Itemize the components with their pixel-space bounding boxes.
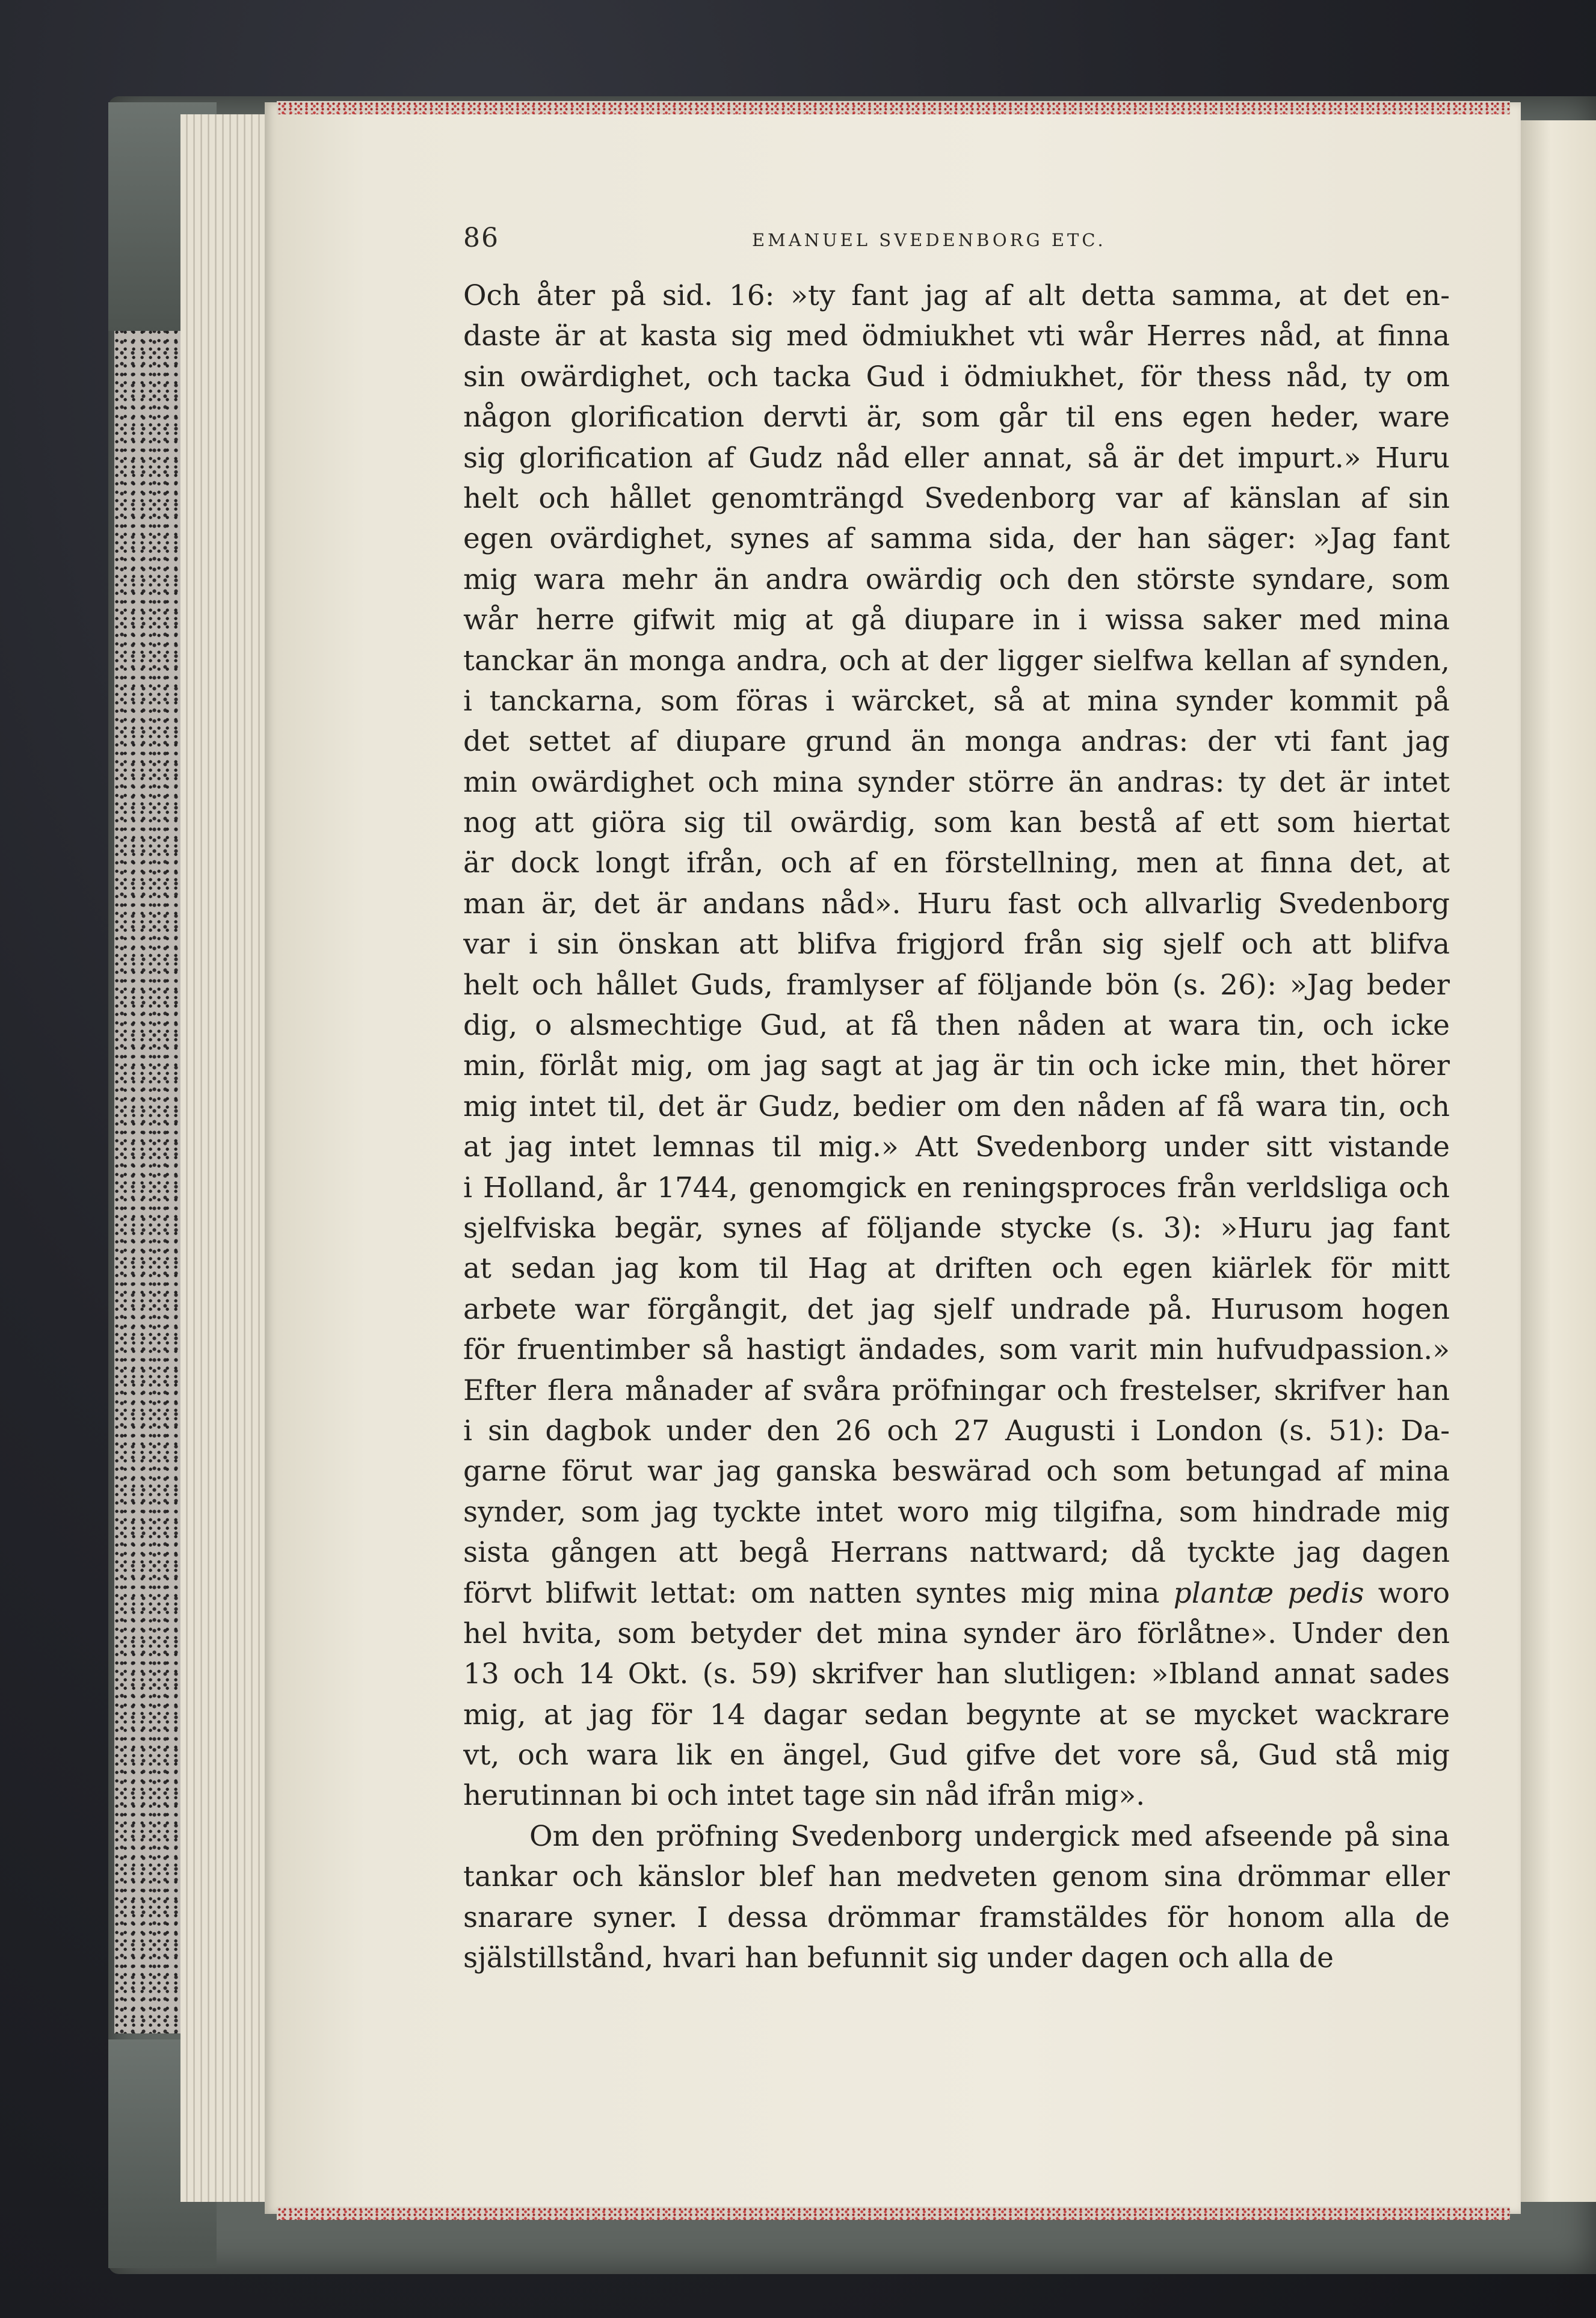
text-line: mig, at jag för 14 dagar sedan begynte at se mycket wackrare: [463, 1698, 1450, 1731]
text-line: för fruentimber så hastigt ändades, som varit min hufvudpassion.»: [463, 1333, 1450, 1367]
text-line: tankar och känslor blef han medveten genom sina drömmar eller: [463, 1860, 1450, 1894]
text-line: helt och hållet genomträngd Svedenborg var af känslan af sin: [463, 481, 1450, 515]
text-line: min, förlåt mig, om jag sagt at jag är tin och icke min, thet hörer: [463, 1049, 1450, 1083]
text-line: garne förut war jag ganska beswärad och som betungad af mina: [463, 1455, 1450, 1488]
text-line: Efter flera månader af svåra pröfningar och frestelser, skrifver han: [463, 1373, 1450, 1407]
text-line: snarare syner. I dessa drömmar framstäldes för honom alla de: [463, 1900, 1450, 1934]
speckled-top-edge: [277, 101, 1510, 114]
text-line: synder, som jag tyckte intet woro mig tilgifna, som hindrade mig: [463, 1495, 1450, 1529]
text-line: wår herre gifwit mig at gå diupare in i wissa saker med mina: [463, 603, 1450, 637]
text-line: vt, och wara lik en ängel, Gud gifve det vore så, Gud stå mig: [463, 1739, 1450, 1772]
text-line: at jag intet lemnas til mig.» Att Svedenborg under sitt vistande: [463, 1130, 1450, 1164]
speckled-bottom-edge: [277, 2207, 1510, 2220]
text-line: förvt blifwit lettat: om natten syntes mig mina plantæ pedis woro: [463, 1576, 1450, 1610]
text-line: sin owärdighet, och tacka Gud i ödmiukhet, för thess nåd, ty om: [463, 360, 1450, 393]
text-line: hel hvita, som betyder det mina synder äro förlåtne». Under den: [463, 1617, 1450, 1650]
text-line: själstillstånd, hvari han befunnit sig under dagen och alla de: [463, 1941, 1334, 1975]
text-line: egen ovärdighet, synes af samma sida, der han säger: »Jag fant: [463, 522, 1450, 556]
text-line: är dock longt ifrån, och af en förstellning, men at finna det, at: [463, 846, 1450, 880]
text-line: man är, det är andans nåd». Huru fast och allvarlig Svedenborg: [463, 887, 1450, 920]
running-head: EMANUEL SVEDENBORG ETC.: [752, 230, 1106, 250]
text-line: någon glorification dervti är, som går til ens egen heder, ware: [463, 401, 1450, 434]
page-number: 86: [463, 223, 499, 253]
text-line: sjelfviska begär, synes af följande stycke (s. 3): »Huru jag fant: [463, 1211, 1450, 1245]
text-line: var i sin önskan att blifva frigjord från sig sjelf och att blifva: [463, 928, 1450, 961]
text-line: helt och hållet Guds, framlyser af följande bön (s. 26): »Jag beder: [463, 968, 1450, 1002]
text-line: det settet af diupare grund än monga andras: der vti fant jag: [463, 725, 1450, 759]
italic-phrase: plantæ pedis: [1173, 1576, 1364, 1610]
text-line: 13 och 14 Okt. (s. 59) skrifver han slutligen: »Ibland annat sades: [463, 1657, 1450, 1691]
page-header: [463, 223, 1450, 259]
text-line: daste är at kasta sig med ödmiukhet vti wår Herres nåd, at finna: [463, 319, 1450, 353]
text-line: dig, o alsmechtige Gud, at få then nåden at wara tin, och icke: [463, 1009, 1450, 1043]
text-line: sista gången att begå Herrans nattward; då tyckte jag dagen: [463, 1536, 1450, 1570]
text-line: i tanckarna, som föras i wärcket, så at mina synder kommit på: [463, 684, 1450, 718]
text-line: tanckar än monga andra, och at der ligger sielfwa kellan af synden,: [463, 644, 1450, 677]
text-line: min owärdighet och mina synder större än andras: ty det är intet: [463, 765, 1450, 799]
paragraph: [463, 1816, 1450, 1979]
text-line: mig wara mehr än andra owärdig och den störste syndare, som: [463, 563, 1450, 596]
text-line: Om den pröfning Svedenborg undergick med afseende på sina: [529, 1819, 1450, 1853]
text-line: arbete war förgångit, det jag sjelf undrade på. Hurusom hogen: [463, 1292, 1450, 1326]
text-line: nog att giöra sig til owärdig, som kan bestå af ett som hiertat: [463, 806, 1450, 840]
text-line: at sedan jag kom til Hag at driften och egen kiärlek för mitt: [463, 1252, 1450, 1286]
text-line: mig intet til, det är Gudz, bedier om den nåden af få wara tin, och: [463, 1090, 1450, 1123]
text-line: i sin dagbok under den 26 och 27 Augusti i London (s. 51): Da-: [463, 1414, 1450, 1447]
text-line: sig glorification af Gudz nåd eller annat, så är det impurt.» Huru: [463, 441, 1450, 475]
facing-page-edge: [1521, 120, 1596, 2202]
paragraph: [463, 276, 1450, 1816]
text-line: Och åter på sid. 16: »ty fant jag af alt detta samma, at det en-: [463, 279, 1450, 312]
body-text: [463, 276, 1450, 1978]
text-line: i Holland, år 1744, genomgick en reningsproces från verldsliga och: [463, 1171, 1450, 1204]
text-line: herutinnan bi och intet tage sin nåd ifrån mig».: [463, 1779, 1145, 1813]
